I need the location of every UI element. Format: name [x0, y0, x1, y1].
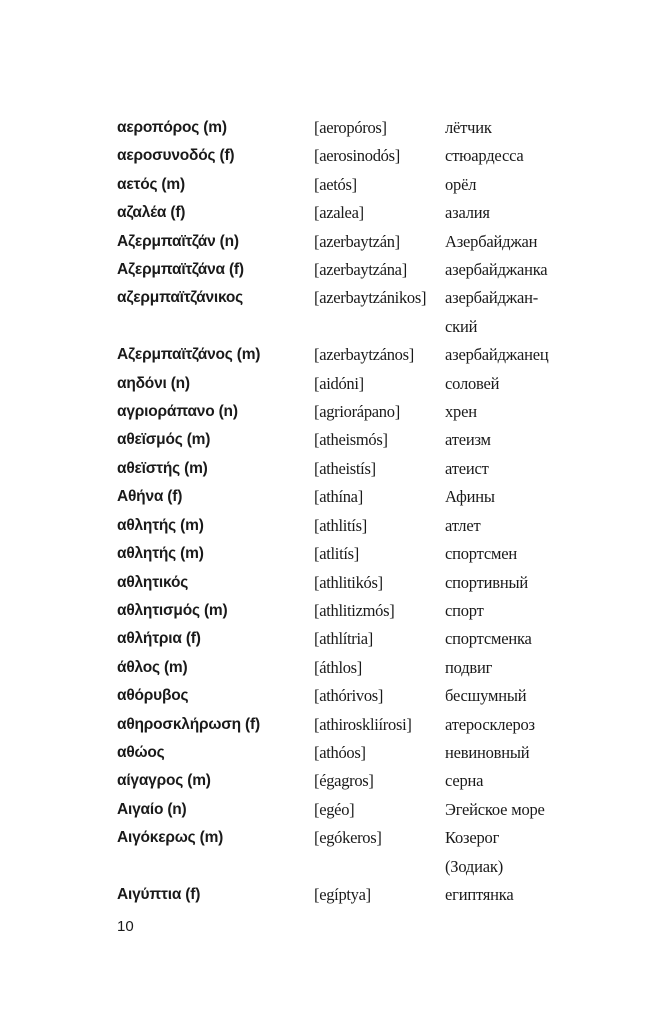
- transliteration: [azerbaytzán]: [314, 231, 400, 251]
- translation-line: Эгейское море: [445, 799, 545, 819]
- translation-line: атеизм: [445, 430, 491, 450]
- dictionary-entry: [117, 711, 597, 739]
- translation-line: (Зодиак): [445, 856, 503, 876]
- russian-translation: [445, 341, 595, 369]
- dictionary-entry: [117, 569, 597, 597]
- russian-translation: [445, 398, 595, 426]
- dictionary-entry: [117, 767, 597, 795]
- russian-translation: [445, 256, 595, 284]
- russian-translation: [445, 228, 595, 256]
- dictionary-entry: [117, 597, 597, 625]
- dictionary-entry: [117, 682, 597, 710]
- transliteration: [athlitís]: [314, 515, 367, 535]
- greek-headword: αθλητικός: [117, 573, 189, 591]
- greek-headword: Αζερμπαϊτζάνα (f): [117, 261, 244, 279]
- translation-line: атеист: [445, 458, 489, 478]
- russian-translation: [445, 711, 595, 739]
- greek-headword: αθηροσκλήρωση (f): [117, 715, 260, 733]
- transliteration: [athórivos]: [314, 686, 384, 706]
- russian-translation: [445, 881, 595, 909]
- translation-line: азербайджанка: [445, 260, 548, 280]
- page-number: 10: [117, 918, 134, 935]
- translation-line: лётчик: [445, 118, 492, 137]
- russian-translation: [445, 682, 595, 710]
- transliteration: [aeropóros]: [314, 118, 387, 137]
- translation-line: спорт: [445, 600, 484, 620]
- transliteration: [athóos]: [314, 742, 366, 762]
- dictionary-entry: [117, 284, 597, 341]
- translation-line: спортсменка: [445, 629, 532, 649]
- russian-translation: [445, 171, 595, 199]
- transliteration: [azerbaytzános]: [314, 345, 414, 365]
- russian-translation: [445, 483, 595, 511]
- russian-translation: [445, 824, 595, 881]
- translation-line: ский: [445, 316, 478, 336]
- greek-headword: Αιγόκερως (m): [117, 829, 224, 847]
- transliteration: [athlitikós]: [314, 572, 383, 592]
- translation-line: азалия: [445, 203, 490, 223]
- transliteration: [egéo]: [314, 799, 355, 819]
- greek-headword: Αζερμπαϊτζάν (n): [117, 232, 239, 250]
- greek-headword: αθεϊσμός (m): [117, 431, 211, 449]
- dictionary-entry: [117, 739, 597, 767]
- transliteration: [atheistís]: [314, 458, 376, 478]
- greek-headword: αεροσυνοδός (f): [117, 147, 235, 165]
- dictionary-entry: [117, 824, 597, 881]
- transliteration: [aetós]: [314, 174, 357, 194]
- russian-translation: [445, 625, 595, 653]
- translation-line: соловей: [445, 373, 500, 393]
- transliteration: [aerosinodós]: [314, 146, 400, 166]
- greek-headword: αίγαγρος (m): [117, 772, 211, 790]
- greek-headword: αθόρυβος: [117, 687, 189, 705]
- greek-headword: αζαλέα (f): [117, 204, 186, 222]
- russian-translation: [445, 199, 595, 227]
- transliteration: [aidóni]: [314, 373, 364, 393]
- dictionary-entry: [117, 881, 597, 909]
- translation-line: азербайджан-: [445, 288, 539, 308]
- greek-headword: Αζερμπαϊτζάνος (m): [117, 346, 261, 364]
- translation-line: Азербайджан: [445, 231, 538, 251]
- dictionary-entry: [117, 256, 597, 284]
- translation-line: Козерог: [445, 828, 500, 848]
- greek-headword: Αιγύπτια (f): [117, 885, 201, 903]
- dictionary-entry: [117, 625, 597, 653]
- translation-line: бесшумный: [445, 686, 527, 706]
- translation-line: стюардесса: [445, 146, 524, 166]
- dictionary-entry: [117, 398, 597, 426]
- dictionary-entry: [117, 426, 597, 454]
- translation-line: подвиг: [445, 657, 493, 677]
- greek-headword: άθλος (m): [117, 658, 188, 676]
- russian-translation: [445, 654, 595, 682]
- translation-line: хрен: [445, 402, 477, 422]
- transliteration: [azalea]: [314, 203, 364, 223]
- transliteration: [athlítria]: [314, 629, 374, 649]
- transliteration: [athiroskliírosi]: [314, 714, 412, 734]
- dictionary-entry: [117, 142, 597, 170]
- dictionary-entry: [117, 654, 597, 682]
- dictionary-entry: [117, 370, 597, 398]
- translation-line: серна: [445, 771, 484, 791]
- dictionary-entry: [117, 199, 597, 227]
- dictionary-entry: [117, 341, 597, 369]
- translation-line: спортивный: [445, 572, 529, 592]
- russian-translation: [445, 284, 595, 341]
- greek-headword: αθώος: [117, 743, 165, 761]
- dictionary-entry: [117, 455, 597, 483]
- dictionary-entry: [117, 512, 597, 540]
- translation-line: египтянка: [445, 884, 514, 904]
- greek-headword: αθλήτρια (f): [117, 630, 201, 648]
- russian-translation: [445, 597, 595, 625]
- transliteration: [azerbaytzánikos]: [314, 288, 427, 308]
- dictionary-entry: [117, 171, 597, 199]
- greek-headword: αετός (m): [117, 175, 185, 193]
- transliteration: [agriorápano]: [314, 402, 400, 422]
- greek-headword: αθλητής (m): [117, 545, 204, 563]
- dictionary-entry: [117, 114, 597, 142]
- greek-headword: αθλητισμός (m): [117, 601, 228, 619]
- transliteration: [egókeros]: [314, 828, 382, 848]
- dictionary-entry: [117, 228, 597, 256]
- greek-headword: Αιγαίο (n): [117, 800, 187, 818]
- transliteration: [azerbaytzána]: [314, 260, 407, 280]
- dictionary-entry: [117, 540, 597, 568]
- russian-translation: [445, 455, 595, 483]
- greek-headword: αθεϊστής (m): [117, 459, 208, 477]
- transliteration: [atlitís]: [314, 544, 359, 564]
- transliteration: [égagros]: [314, 771, 374, 791]
- transliteration: [athlitizmós]: [314, 600, 395, 620]
- greek-headword: Αθήνα (f): [117, 488, 183, 506]
- transliteration: [egíptya]: [314, 884, 371, 904]
- translation-line: атеросклероз: [445, 714, 535, 734]
- russian-translation: [445, 142, 595, 170]
- transliteration: [athína]: [314, 487, 363, 507]
- greek-headword: αεροπόρος (m): [117, 119, 227, 136]
- greek-headword: αγριοράπανο (n): [117, 403, 238, 421]
- translation-line: орёл: [445, 174, 477, 194]
- russian-translation: [445, 426, 595, 454]
- russian-translation: [445, 540, 595, 568]
- translation-line: невиновный: [445, 742, 530, 762]
- russian-translation: [445, 796, 595, 824]
- translation-line: спортсмен: [445, 544, 517, 564]
- translation-line: Афины: [445, 487, 495, 507]
- greek-headword: αζερμπαϊτζάνικος: [117, 289, 244, 307]
- russian-translation: [445, 569, 595, 597]
- dictionary-entry: [117, 796, 597, 824]
- transliteration: [atheismós]: [314, 430, 388, 450]
- entry-list: [117, 114, 597, 909]
- russian-translation: [445, 370, 595, 398]
- russian-translation: [445, 767, 595, 795]
- greek-headword: αθλητής (m): [117, 516, 204, 534]
- greek-headword: αηδόνι (n): [117, 374, 190, 392]
- translation-line: азербайджанец: [445, 345, 549, 365]
- translation-line: атлет: [445, 515, 481, 535]
- russian-translation: [445, 114, 595, 142]
- dictionary-entry: [117, 483, 597, 511]
- russian-translation: [445, 739, 595, 767]
- russian-translation: [445, 512, 595, 540]
- transliteration: [áthlos]: [314, 657, 363, 677]
